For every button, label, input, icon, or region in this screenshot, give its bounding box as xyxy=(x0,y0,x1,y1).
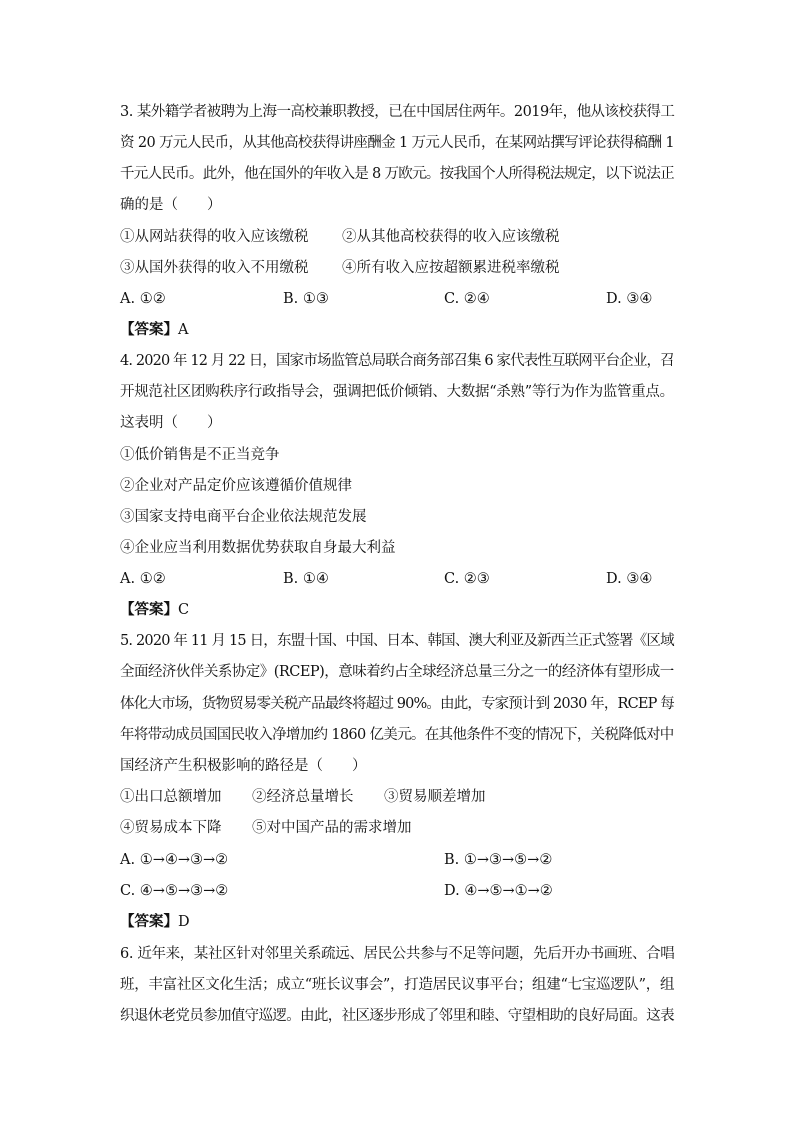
answer-label: 【答案】 xyxy=(120,913,178,930)
answer-label: 【答案】 xyxy=(120,601,178,618)
answer-label: 【答案】 xyxy=(120,321,178,338)
answer-value: C xyxy=(178,602,190,618)
q5-stem-line-3: 体化大市场，货物贸易零关税产品最终将超过 90%。由此，专家预计到 2030 年，RCEP 每 xyxy=(120,696,674,712)
q3-option-c: C. ②④ xyxy=(444,291,490,307)
q3-option-a: A. ①② xyxy=(120,291,166,307)
q5-stem-line-4: 年将带动成员国国民收入净增加约 1860 亿美元。在其他条件不变的情况下，关税降低对中 xyxy=(120,727,674,743)
q3-stem-line-3: 千元人民币。此外，他在国外的年收入是 8 万欧元。按我国个人所得税法规定，以下说法正 xyxy=(120,166,674,182)
q4-option-d: D. ③④ xyxy=(606,571,653,587)
q6-stem-line-1: 6. 近年来，某社区针对邻里关系疏远、居民公共参与不足等问题，先后开办书画班、合唱 xyxy=(120,946,675,962)
q5-statement-1: ①出口总额增加 xyxy=(120,789,222,805)
q4-statement-4: ④企业应当利用数据优势获取自身最大利益 xyxy=(120,540,396,556)
q4-answer xyxy=(120,600,189,620)
q3-statement-1: ①从网站获得的收入应该缴税 xyxy=(120,229,309,245)
q5-option-a: A. ①→④→③→② xyxy=(120,852,229,868)
answer-value: A xyxy=(178,322,189,338)
q4-option-c: C. ②③ xyxy=(444,571,490,587)
q5-option-c: C. ④→⑤→③→② xyxy=(120,883,229,899)
q4-option-b: B. ①④ xyxy=(283,571,329,587)
q3-statement-3: ③从国外获得的收入不用缴税 xyxy=(120,260,309,276)
q5-option-d: D. ④→⑤→①→② xyxy=(444,883,553,899)
q3-statement-2: ②从其他高校获得的收入应该缴税 xyxy=(342,229,560,245)
q3-statement-4: ④所有收入应按超额累进税率缴税 xyxy=(342,260,560,276)
q4-option-a: A. ①② xyxy=(120,571,166,587)
q4-statement-1: ①低价销售是不正当竞争 xyxy=(120,447,280,463)
q4-stem-line-1: 4. 2020 年 12 月 22 日，国家市场监管总局联合商务部召集 6 家代表性互联网平台企业，召 xyxy=(120,353,674,369)
q5-statement-4: ④贸易成本下降 xyxy=(120,820,222,836)
q3-stem-line-2: 资 20 万元人民币，从其他高校获得讲座酬金 1 万元人民币，在某网站撰写评论获得稿酬 1 xyxy=(120,135,674,151)
q4-statement-3: ③国家支持电商平台企业依法规范发展 xyxy=(120,509,367,525)
q3-stem-line-1: 3. 某外籍学者被聘为上海一高校兼职教授，已在中国居住两年。2019年，他从该校获得工 xyxy=(120,104,675,120)
q5-stem-line-2: 全面经济伙伴关系协定》(RCEP)，意味着约占全球经济总量三分之一的经济体有望形成一 xyxy=(120,664,674,680)
q3-option-d: D. ③④ xyxy=(606,291,653,307)
answer-value: D xyxy=(178,914,190,930)
q5-option-b: B. ①→③→⑤→② xyxy=(444,852,553,868)
q6-stem-line-3: 织退休老党员参加值守巡逻。由此，社区逐步形成了邻里和睦、守望相助的良好局面。这表 xyxy=(120,1008,674,1024)
q5-statement-3: ③贸易顺差增加 xyxy=(384,789,486,805)
q4-statement-2: ②企业对产品定价应该遵循价值规律 xyxy=(120,478,352,494)
q3-answer xyxy=(120,320,188,340)
q3-option-b: B. ①③ xyxy=(283,291,329,307)
q5-answer xyxy=(120,912,190,932)
q5-stem-line-1: 5. 2020 年 11 月 15 日，东盟十国、中国、日本、韩国、澳大利亚及新西兰正式签署《区域 xyxy=(120,633,674,649)
q3-stem-line-4: 确的是（ ） xyxy=(120,197,222,213)
q6-stem-line-2: 班，丰富社区文化生活；成立“班长议事会”，打造居民议事平台；组建“七宝巡逻队”，组 xyxy=(120,977,675,993)
q5-statement-2: ②经济总量增长 xyxy=(252,789,354,805)
q4-stem-line-3: 这表明（ ） xyxy=(120,415,222,431)
q5-stem-line-5: 国经济产生积极影响的路径是（ ） xyxy=(120,758,367,774)
q5-statement-5: ⑤对中国产品的需求增加 xyxy=(252,820,412,836)
q4-stem-line-2: 开规范社区团购秩序行政指导会，强调把低价倾销、大数据“杀熟”等行为作为监管重点。 xyxy=(120,384,674,400)
